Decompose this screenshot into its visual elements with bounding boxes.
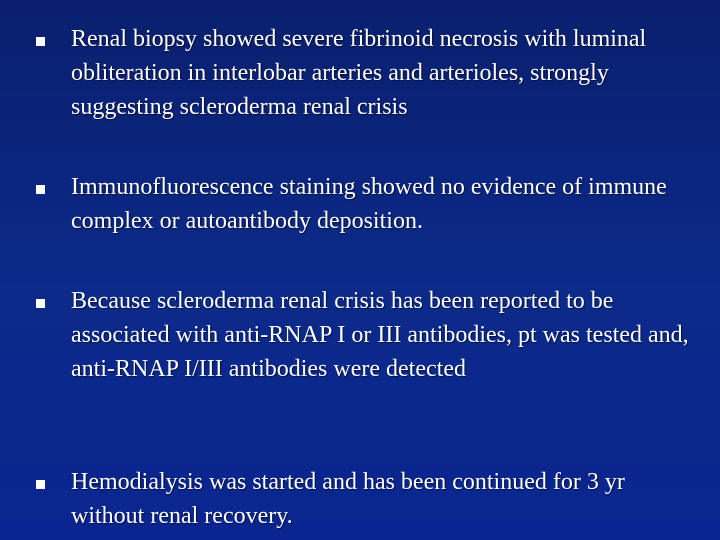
bullet-text: Immunofluorescence staining showed no evidence of immune complex or autoantibody deposition.: [71, 174, 667, 234]
square-bullet-icon: [36, 299, 45, 308]
square-bullet-icon: [36, 480, 45, 489]
square-bullet-icon: [36, 37, 45, 46]
bullet-text: Renal biopsy showed severe fibrinoid necrosis with luminal obliteration in interlobar arteries and arterioles, strongly suggesting scleroderma renal crisis: [71, 26, 647, 120]
bullet-text: Because scleroderma renal crisis has been reported to be associated with anti-RNAP I or III antibodies, pt was tested and, anti-RNAP I/III antibodies were detected: [71, 288, 689, 382]
square-bullet-icon: [36, 185, 45, 194]
bullet-text: Hemodialysis was started and has been continued for 3 yr without renal recovery.: [71, 469, 625, 529]
